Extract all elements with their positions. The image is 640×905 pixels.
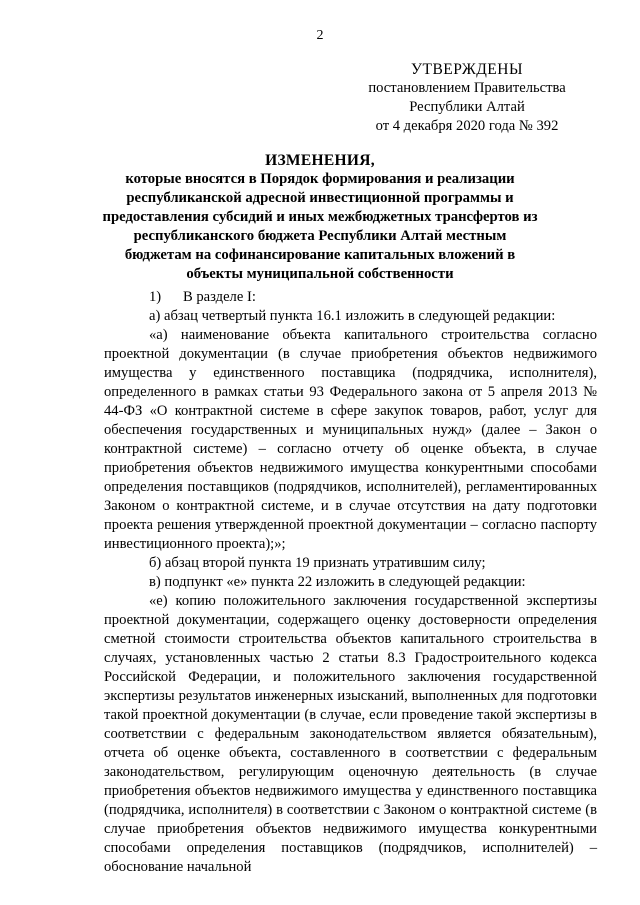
approval-title: УТВЕРЖДЕНЫ [411, 61, 523, 78]
approval-line-1: постановлением Правительства [368, 80, 566, 96]
approval-line-3: от 4 декабря 2020 года № 392 [375, 118, 559, 134]
page-number: 2 [316, 28, 324, 43]
section-item [104, 288, 597, 307]
document-body [104, 288, 597, 877]
document-heading [100, 151, 540, 284]
paragraph-a-text: «а) наименование объекта капитального строительства согласно проектной документации (в случае приобретения объектов недвижимого имущества у единственного поставщика (подрядчика, исполнителя), определенного в рамках статьи 93 Федерального закона от 5 апреля 2013 № 44-ФЗ «О контрактной системе в сфере закупок товаров, работ, услуг для обеспечения государственных и муниципальных нужд» (далее – Закон о контрактной системе) – согласно отчету об оценке объекта, в случае приобретения объектов недвижимого имущества конкурентными способами определения поставщиков (подрядчиков, исполнителей), регламентированных Законом о контрактной системе, и в случае отсутствия на дату подготовки проекта решения утвержденной проектной документации – согласно паспорту инвестиционного проекта);»; [104, 327, 597, 552]
paragraph-v-text: «е) копию положительного заключения государственной экспертизы проектной документации, содержащего оценку достоверности определения сметной стоимости строительства объектов капитального строительства в случаях, установленных частью 2 статьи 8.3 Градостроительного кодекса Российской Федерации, и положительного заключения государственной экспертизы результатов инженерных изысканий, выполненных для подготовки такой проектной документации (в случае, если проведение такой экспертизы в соответствии с федеральным законодательством является обязательным), отчета об оценке объекта, составленного в соответствии с федеральным законодательством, регулирующим оценочную деятельность (в случае приобретения объектов недвижимого имущества у единственного поставщика (подрядчика, исполнителя) в соответствии с Законом о контрактной системе (в случае приобретения объектов недвижимого имущества конкурентными способами определения поставщиков (подрядчиков, исполнителей) – обоснование начальной [104, 593, 597, 875]
approval-block [352, 60, 582, 136]
paragraph-a: а) абзац четвертый пункта 16.1 изложить в следующей редакции: [149, 308, 556, 324]
paragraph-b: б) абзац второй пункта 19 признать утратившим силу; [149, 555, 486, 571]
heading-subtitle: которые вносятся в Порядок формирования и реализации республиканской адресной инвестиционной программы и предоставления субсидий и иных межбюджетных трансфертов из республиканского бюджета Республики Алтай местным бюджетам на софинансирование капитальных вложений в объекты муниципальной собственности [102, 171, 538, 282]
section-number: 1) [149, 289, 162, 305]
approval-line-2: Республики Алтай [409, 99, 525, 115]
heading-title: ИЗМЕНЕНИЯ, [265, 152, 375, 169]
section-label: В разделе I: [183, 289, 256, 305]
paragraph-v: в) подпункт «е» пункта 22 изложить в следующей редакции: [149, 574, 526, 590]
